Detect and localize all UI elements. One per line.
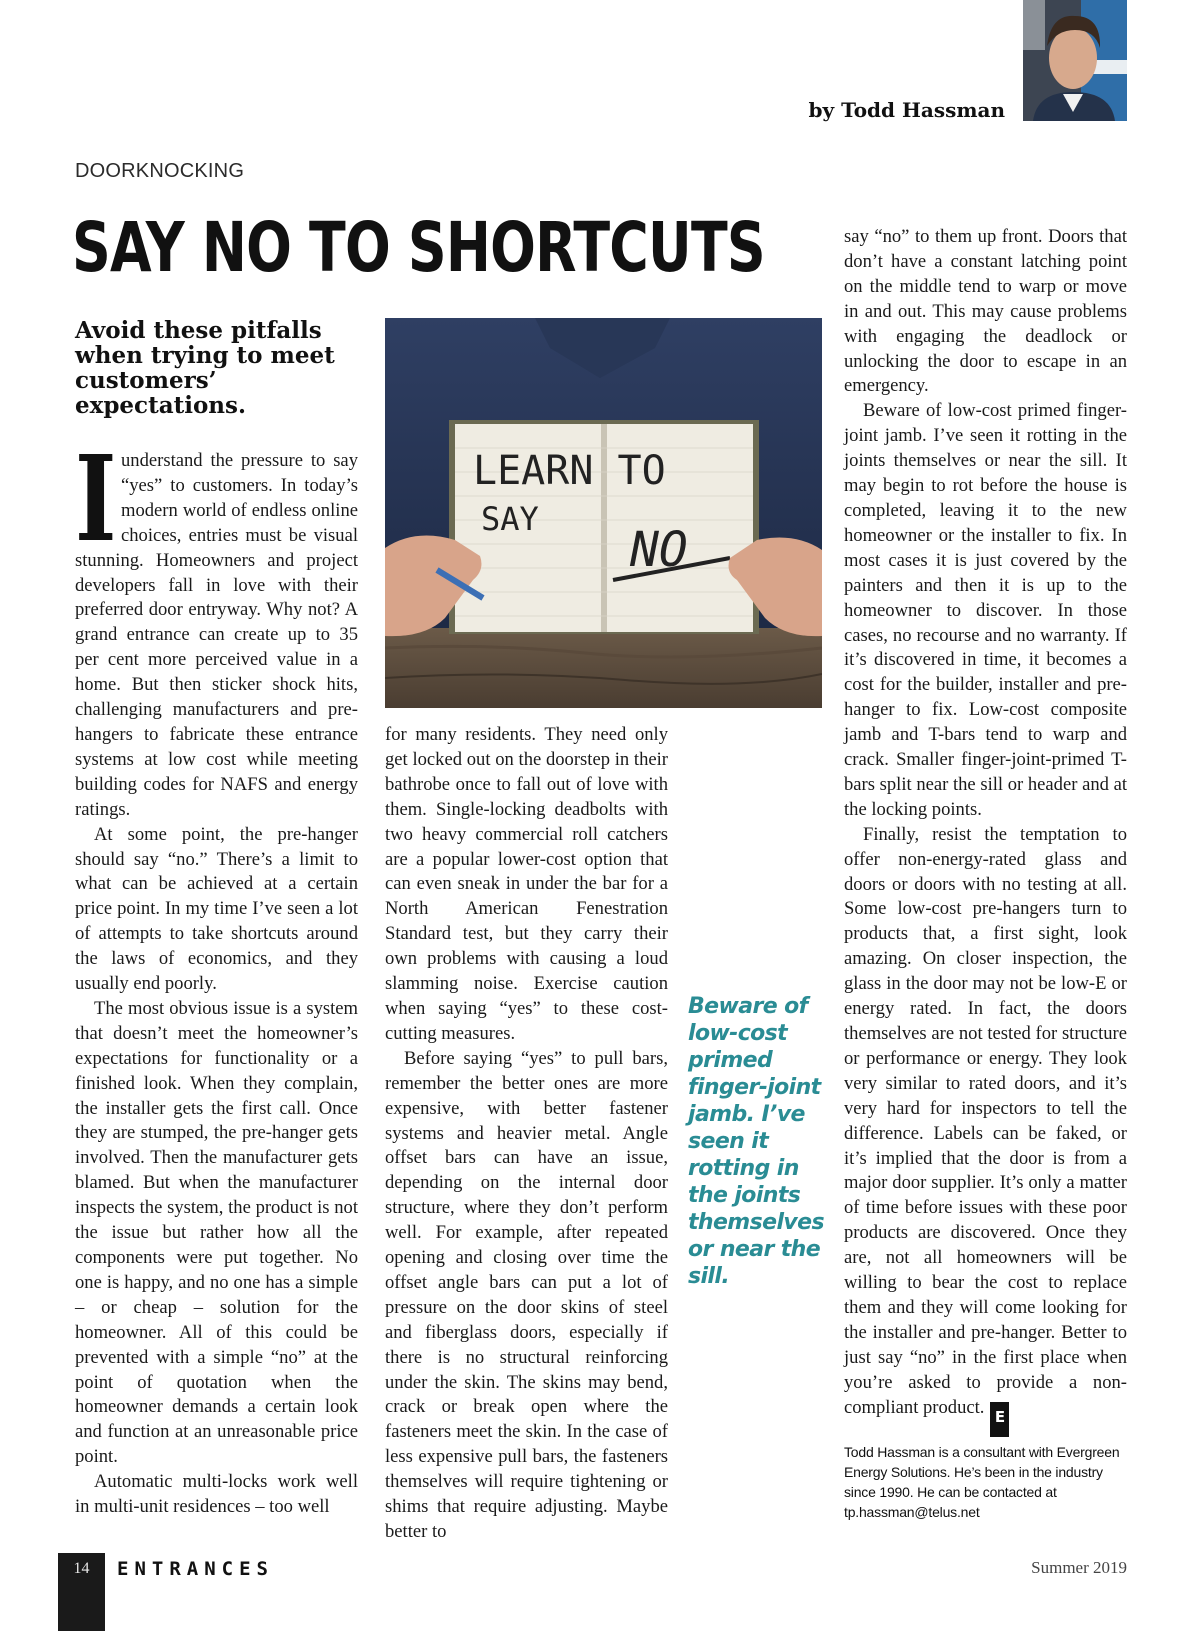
paragraph: At some point, the pre-hanger should say “no.” There’s a limit to what can be achieved at a certain price point. In my time I’ve seen a lot of attempts to take shortcuts around the laws of economics, and they usually end poorly. xyxy=(75,823,358,995)
issue-date: Summer 2019 xyxy=(1031,1558,1127,1577)
page-number: 14 xyxy=(73,1560,90,1577)
paragraph: Beware of low-cost primed finger-joint jamb. I’ve seen it rotting in the joints themselves or near the sill. It may begin to rot before the house is completed, leaving it to the new homeowner or the installer to fix. In most cases it is just covered by the painters and then it is up to the homeowner to discover. In those cases, no recourse and no warranty. If it’s discovered in time, it becomes a cost for the builder, installer and pre-hanger to fix. Low-cost composite jamb and T-bars tend to warp and crack. Smaller finger-joint-primed T-bars split near the sill or header and at the locking points. xyxy=(844,400,1127,820)
section-label: DOORKNOCKING xyxy=(75,160,245,182)
page-title: SAY NO TO SHORTCUTS xyxy=(72,208,765,288)
paragraph: Before saying “yes” to pull bars, remember the better ones are more expensive, with better fastener systems and heavier metal. Angle offset bars can have an issue, depending on the internal door structure, where they don’t perform well. For example, after repeated opening and closing over time the offset angle bars can put a lot of pressure on the door skins of steel and fiberglass doors, especially if there is no structural reinforcing under the skin. The skins may bend, crack or break open where the fasteners meet the skin. In the case of less expensive pull bars, the fasteners themselves will require tightening or shims that require adjusting. Maybe better to xyxy=(385,1047,668,1542)
paragraph: Finally, resist the temptation to offer non-energy-rated glass and doors or doors with no testing at all. Some low-cost pre-hangers turn to products that, a first sight, look amazing. On closer inspection, the glass in the door may not be low-E or energy rated. In fact, the doors themselves are not tested for structure or performance or energy. They look very similar to rated doors, and it’s very hard for inspectors to tell the difference. Labels can be faked, or it’s implied that the door is from a major door supplier. It’s only a matter of time before issues with these poor products are discovered. Once they are, not all homeowners will be willing to bear the cost to replace them and they will come looking for the installer and pre-hanger. Better to just say “no” in the first place when you’re asked to provide a non-compliant product. E xyxy=(844,823,1127,1437)
drop-cap: I xyxy=(75,429,117,568)
handwritten-no: NO xyxy=(630,522,688,578)
author-photo xyxy=(1023,0,1127,121)
notebook-photo xyxy=(385,318,822,708)
article-column-2 xyxy=(385,723,668,1545)
author-bio: Todd Hassman is a consultant with Evergreen Energy Solutions. He’s been in the industry since 1990. He can be contacted at tp.hassman@telus.net xyxy=(844,1444,1120,1520)
article-column-1 xyxy=(75,429,358,1520)
paragraph: for many residents. They need only get locked out on the doorstep in their bathrobe once to fall out of love with them. Single-locking deadbolts with two heavy commercial roll catchers are a popular lower-cost option that can even sneak in under the bar for a North American Fenestration Standard test, but they carry their own problems with causing a loud slamming noise. Exercise caution when saying “yes” to these cost-cutting measures. xyxy=(385,724,668,1044)
handwritten-say: SAY xyxy=(481,500,539,538)
subhead: Avoid these pitfalls when trying to meet customers’ expectations. xyxy=(75,317,335,419)
magazine-name: ENTRANCES xyxy=(117,1558,274,1580)
paragraph: The most obvious issue is a system that doesn’t meet the homeowner’s expectations for functionality or a finished look. When they complain, the installer gets the first call. Once they are stumped, the pre-hanger gets involved. Then the manufacturer gets blamed. But when the manufacturer inspects the system, the product is not the issue but rather how all the components were put together. No one is happy, and no one has a simple – or cheap – solution for the homeowner. All of this could be prevented with a simple “no” at the point of quotation when the homeowner demands a certain look and function at an unreasonable price point. xyxy=(75,997,358,1468)
end-mark-icon: E xyxy=(990,1402,1009,1437)
article-column-3 xyxy=(844,225,1127,1437)
handwritten-learn-to: LEARN TO xyxy=(473,448,666,494)
paragraph: Iunderstand the pressure to say “yes” to customers. In today’s modern world of endless online choices, entries must be visual stunning. Homeowners and project developers fall in love with their preferred door entryway. Why not? A grand entrance can create up to 35 per cent more perceived value in a home. But then sticker shock hits, challenging manufacturers and pre-hangers to fabricate these entrance systems at low cost while meeting building codes for NAFS and energy ratings. xyxy=(75,429,358,820)
byline: by Todd Hassman xyxy=(808,98,1005,122)
paragraph: Automatic multi-locks work well in multi-unit residences – too well xyxy=(75,1471,358,1518)
paragraph: say “no” to them up front. Doors that don’t have a constant latching point on the middle tend to warp or move in and out. This may cause problems with engaging the deadlock or unlocking the door to escape in an emergency. xyxy=(844,226,1127,397)
pull-quote: Beware of low-cost primed finger-joint jamb. I’ve seen it rotting in the joints themselves or near the sill. xyxy=(688,994,824,1289)
